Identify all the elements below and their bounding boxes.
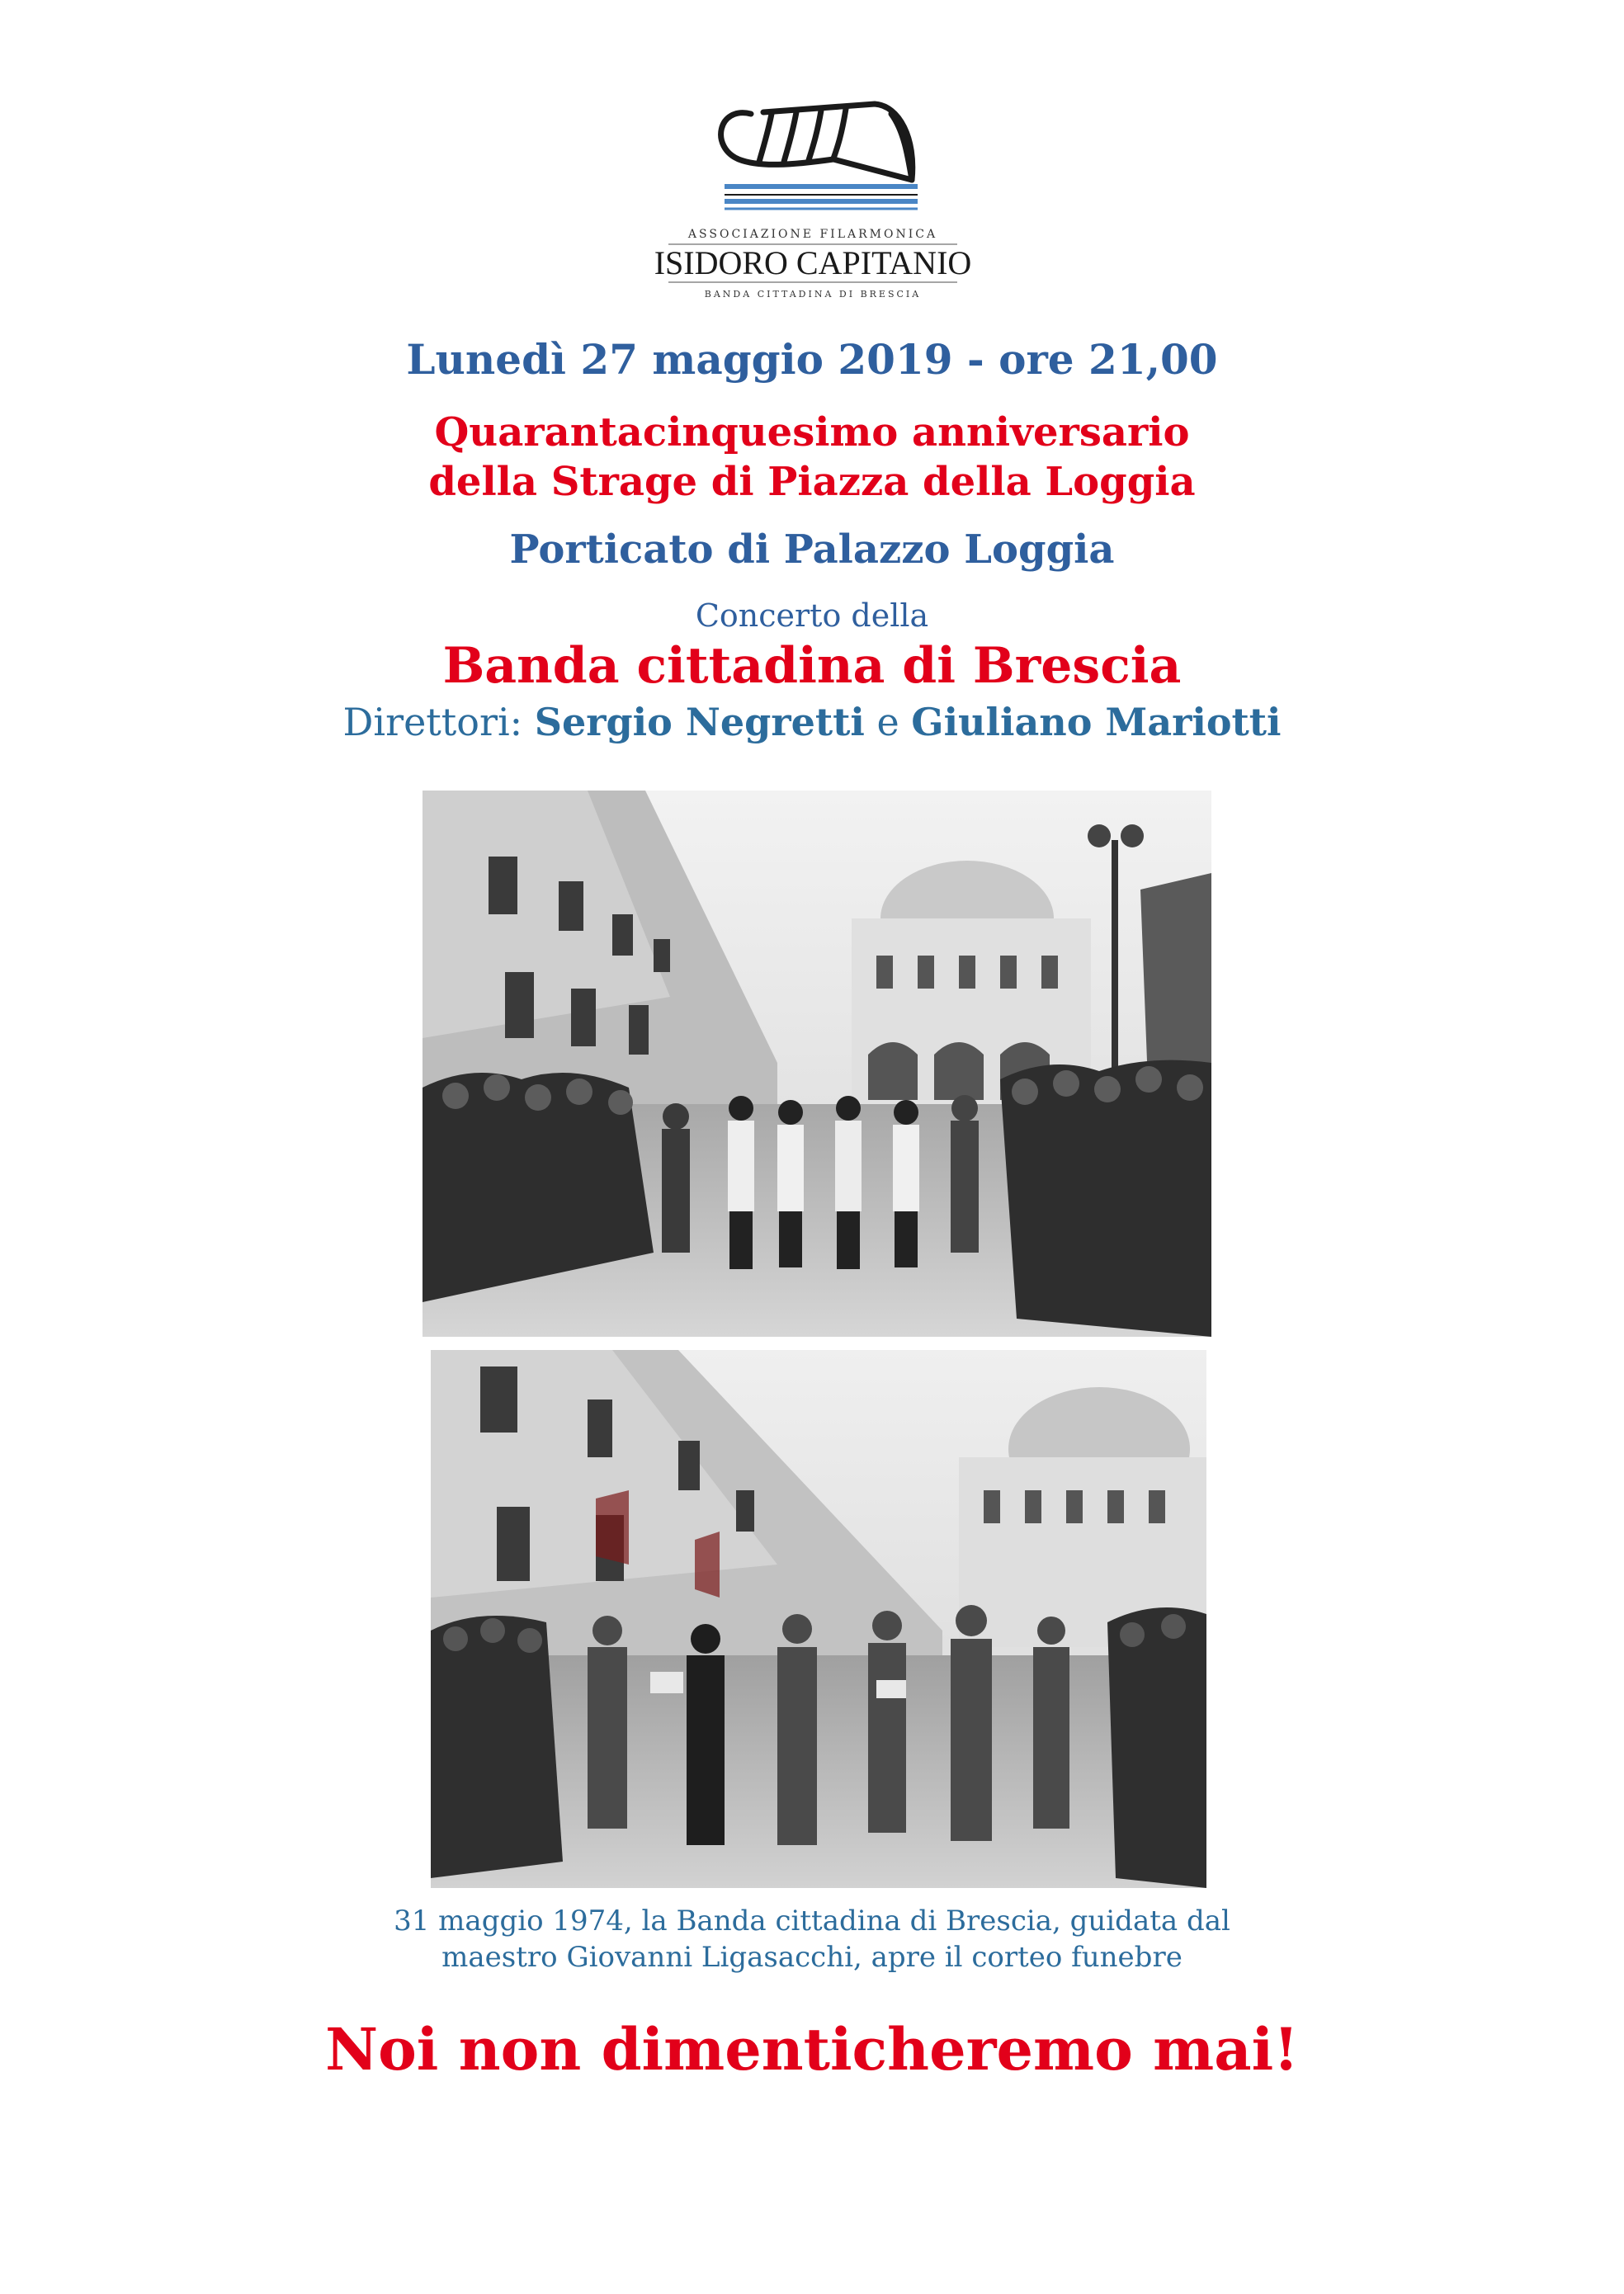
association-logo	[627, 89, 998, 304]
concert-intro: Concerto della	[695, 597, 929, 634]
historical-photo-crowd	[423, 791, 1211, 1337]
logo-org-sub: BANDA CITTADINA DI BRESCIA	[704, 289, 922, 300]
directors-and: e	[876, 700, 899, 744]
anniversary-line-1: Quarantacinquesimo anniversario	[434, 409, 1190, 455]
historical-photo-band	[431, 1350, 1206, 1888]
director-1: Sergio Negretti	[534, 700, 865, 744]
photo-caption-line-1: 31 maggio 1974, la Banda cittadina di Brescia, guidata dal	[394, 1905, 1230, 1938]
anniversary-line-2: della Strage di Piazza della Loggia	[428, 459, 1196, 505]
directors-label: Direttori:	[342, 700, 523, 744]
band-name: Banda cittadina di Brescia	[442, 637, 1182, 695]
director-2: Giuliano Mariotti	[911, 700, 1282, 744]
slogan: Noi non dimenticheremo mai!	[325, 2015, 1299, 2084]
directors-line	[0, 700, 1624, 744]
event-date-line: Lunedì 27 maggio 2019 - ore 21,00	[406, 335, 1218, 384]
logo-org-name: ISIDORO CAPITANIO	[654, 244, 972, 281]
logo-org-line: ASSOCIAZIONE FILARMONICA	[687, 228, 938, 241]
photo-caption-line-2: maestro Giovanni Ligasacchi, apre il corteo funebre	[441, 1941, 1183, 1974]
venue-line: Porticato di Palazzo Loggia	[509, 526, 1115, 573]
